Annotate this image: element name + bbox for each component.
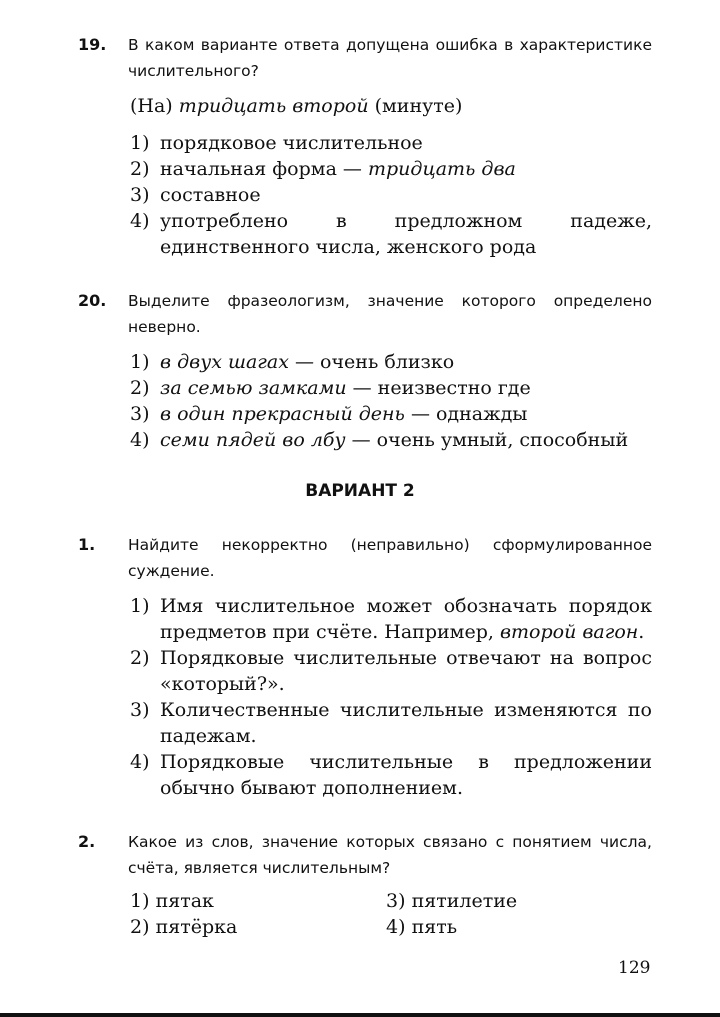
option: 2) пятёрка	[130, 916, 238, 938]
option: 4) семи пядей во лбу — очень умный, способный	[130, 429, 629, 451]
page-edge-divider	[0, 1013, 720, 1017]
question-text: Какое из слов, значение которых связано с понятием числа, счёта, является числительным?	[128, 833, 652, 877]
answer-options	[130, 349, 652, 453]
answer-options	[130, 593, 652, 801]
option: 1) Имя числительное может обозначать порядок предметов при счёте. Например, второй вагон.	[130, 595, 652, 643]
option: 2) начальная форма — тридцать два	[130, 158, 516, 180]
option: 1) порядковое числительное	[130, 132, 423, 154]
option: 3) Количественные числительные изменяются по падежам.	[130, 699, 652, 747]
option: 4) пять	[386, 916, 458, 938]
question-number: 19.	[78, 35, 107, 54]
question-number: 2.	[78, 832, 96, 851]
option: 3) пятилетие	[386, 890, 518, 912]
option: 3) составное	[130, 184, 261, 206]
option: 1) пятак	[130, 890, 214, 912]
question-text: Выделите фразеологизм, значение которого определено неверно.	[128, 292, 652, 336]
option: 3) в один прекрасный день — однажды	[130, 403, 528, 425]
question-number: 1.	[78, 535, 96, 554]
option: 2) за семью замками — неизвестно где	[130, 377, 531, 399]
question-text: Найдите некорректно (неправильно) сформулированное суждение.	[128, 536, 652, 580]
option: 4) Порядковые числительные в предложении обычно бывают дополнением.	[130, 751, 652, 799]
question-text: В каком варианте ответа допущена ошибка в характеристике числительного?	[128, 36, 652, 80]
page-number: 129	[618, 958, 651, 978]
option: 1) в двух шагах — очень близко	[130, 351, 455, 373]
section-heading: ВАРИАНТ 2	[305, 481, 415, 501]
question-number: 20.	[78, 291, 107, 310]
option: 4) употреблено в предложном падеже, единственного числа, женского рода	[130, 210, 652, 258]
option: 2) Порядковые числительные отвечают на вопрос «который?».	[130, 647, 652, 695]
example-phrase: (На) тридцать второй (минуте)	[130, 95, 463, 117]
answer-options	[130, 130, 652, 260]
